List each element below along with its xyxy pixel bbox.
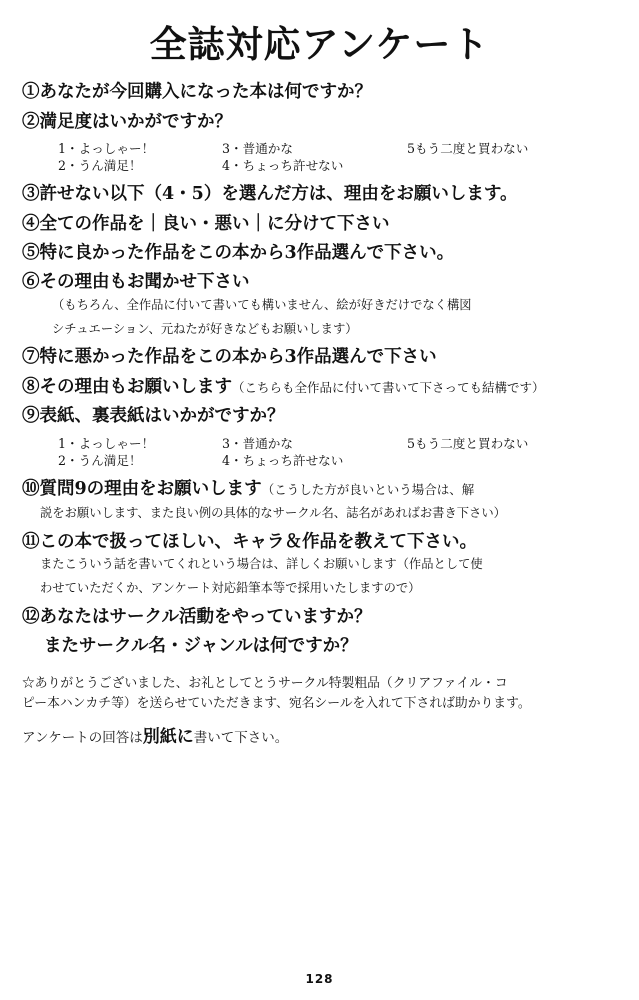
scale-option-2: 2・うん満足！ bbox=[58, 158, 142, 174]
question-12: ⑫あなたはサークル活動をやっていますか？ bbox=[22, 606, 372, 627]
scale-option-5: 5もう二度と買わない bbox=[407, 141, 529, 157]
question-1: ①あなたが今回購入になった本は何ですか？ bbox=[22, 82, 372, 103]
question-2: ②満足度はいかがですか？ bbox=[22, 111, 232, 132]
question-10-text: ⑩質問9の理由をお願いします bbox=[22, 478, 262, 499]
scale-option-1: 1・よっしゃー！ bbox=[58, 435, 155, 451]
question-10-note: （こうした方が良いという場合は、解 bbox=[261, 481, 475, 497]
final-instruction-suffix: 書いて下さい。 bbox=[193, 729, 289, 746]
question-8-note: （こちらも全作品に付いて書いて下さっても結構です） bbox=[232, 379, 545, 395]
question-6: ⑥その理由もお聞かせ下さい bbox=[22, 272, 250, 293]
scale-option-1: 1・よっしゃー！ bbox=[58, 141, 155, 157]
scale-option-4: 4・ちょっち許せない bbox=[222, 452, 344, 468]
question-12-sub: またサークル名・ジャンルは何ですか？ bbox=[44, 636, 358, 657]
scale-option-2: 2・うん満足！ bbox=[58, 452, 142, 468]
scale-option-3: 3・普通かな bbox=[222, 141, 293, 157]
question-11-note-line-2: わせていただくか、アンケート対応鉛筆本等で採用いたしますので） bbox=[40, 581, 421, 596]
scale-option-4: 4・ちょっち許せない bbox=[222, 158, 344, 174]
final-instruction-emphasis: 別紙に bbox=[142, 726, 194, 747]
question-5: ⑤特に良かった作品をこの本から3作品選んで下さい。 bbox=[22, 243, 455, 263]
final-instruction bbox=[22, 724, 617, 751]
question-9: ⑨表紙、裏表紙はいかがですか？ bbox=[22, 406, 285, 427]
question-10 bbox=[22, 478, 617, 500]
satisfaction-scale-q9 bbox=[22, 435, 617, 469]
scale-option-5: 5もう二度と買わない bbox=[407, 435, 529, 451]
question-8 bbox=[22, 376, 617, 398]
question-6-note-line-1: （もちろん、全作品に付いて書いても構いません、絵が好きだけでなく構図 bbox=[52, 297, 472, 312]
question-6-note-line-2: シチュエーション、元ねたが好きなどもお願いします） bbox=[52, 321, 358, 336]
closing-line-1: ☆ありがとうございました、お礼としてとうサークル特製粗品（クリアファイル・コ bbox=[22, 676, 508, 692]
question-4: ④全ての作品を｜良い・悪い｜に分けて下さい bbox=[22, 213, 390, 234]
question-3: ③許せない以下（4・5）を選んだ方は、理由をお願いします。 bbox=[22, 184, 518, 205]
question-11-note-line-1: またこういう話を書いてくれという場合は、詳しくお願いします（作品として使 bbox=[40, 557, 483, 572]
question-11: ⑪この本で扱ってほしい、キャラ＆作品を教えて下さい。 bbox=[22, 531, 477, 552]
closing-line-2: ピー本ハンカチ等）を送らせていただきます、宛名シールを入れて下されば助かります。 bbox=[22, 696, 531, 712]
question-10-note-line-2: 説をお願いします、また良い例の具体的なサークル名、誌名があればお書き下さい） bbox=[40, 506, 506, 520]
question-7: ⑦特に悪かった作品をこの本から3作品選んで下さい bbox=[22, 347, 437, 368]
closing-note bbox=[22, 674, 617, 715]
question-8-text: ⑧その理由もお願いします bbox=[22, 376, 232, 397]
page-title: 全誌対応アンケート bbox=[149, 23, 490, 66]
satisfaction-scale-q2 bbox=[22, 140, 617, 174]
final-instruction-prefix: アンケートの回答は bbox=[22, 729, 143, 746]
page-number: 128 bbox=[305, 972, 334, 986]
scale-option-3: 3・普通かな bbox=[222, 435, 293, 451]
